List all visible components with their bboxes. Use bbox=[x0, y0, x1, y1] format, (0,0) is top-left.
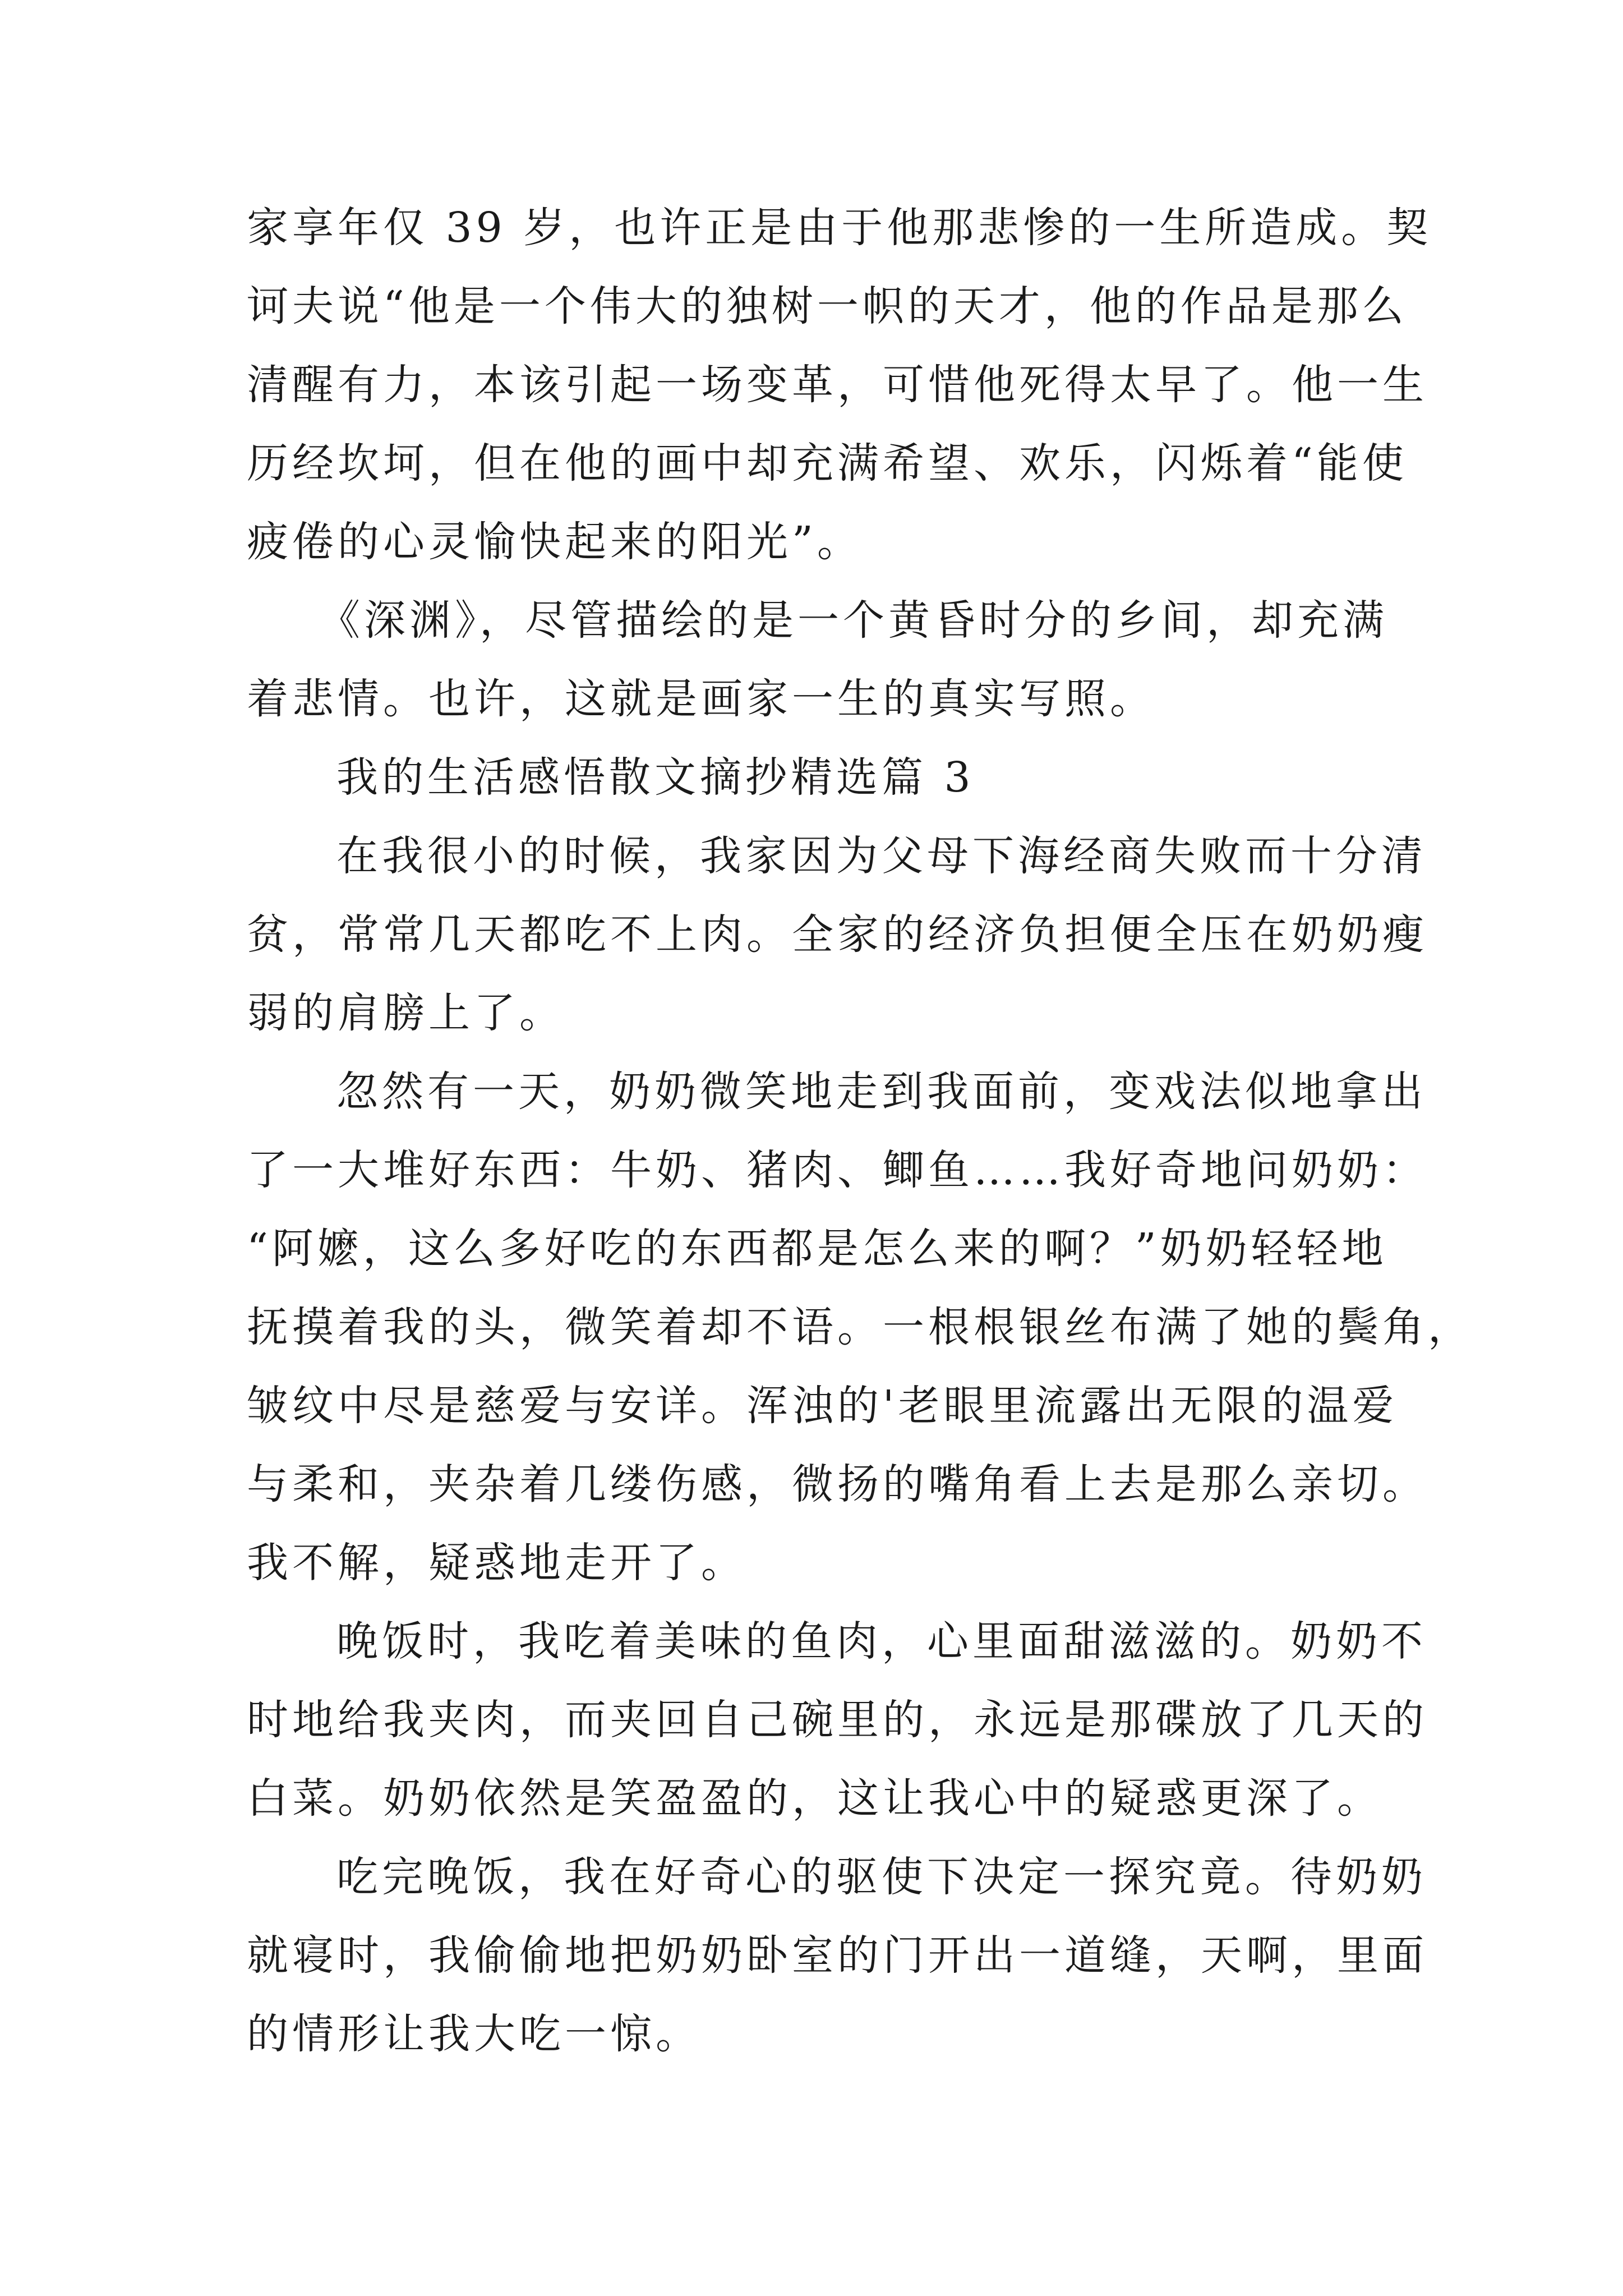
text-line: 就寝时，我偷偷地把奶奶卧室的门开出一道缝，天啊，里面 bbox=[247, 1931, 1428, 1980]
text-line: 了一大堆好东西：牛奶、猪肉、鲫鱼……我好奇地问奶奶： bbox=[247, 1146, 1428, 1194]
text-line: 弱的肩膀上了。 bbox=[247, 989, 565, 1037]
text-line: 皱纹中尽是慈爱与安详。浑浊的'老眼里流露出无限的温爱 bbox=[247, 1382, 1398, 1430]
text-line: 忽然有一天，奶奶微笑地走到我面前，变戏法似地拿出 bbox=[336, 1068, 1427, 1116]
text-line: 清醒有力，本该引起一场变革，可惜他死得太早了。他一生 bbox=[247, 361, 1428, 409]
text-line: 白菜。奶奶依然是笑盈盈的，这让我心中的疑惑更深了。 bbox=[247, 1774, 1382, 1823]
text-line: 家享年仅 39 岁，也许正是由于他那悲惨的一生所造成。契 bbox=[247, 204, 1432, 252]
text-line: 诃夫说“他是一个伟大的独树一帜的天才，他的作品是那么 bbox=[247, 282, 1408, 330]
text-line: 我不解，疑惑地走开了。 bbox=[247, 1539, 746, 1587]
text-line: “阿嬷，这么多好吃的东西都是怎么来的啊？”奶奶轻轻地 bbox=[247, 1225, 1387, 1273]
text-line: 与柔和，夹杂着几缕伤感，微扬的嘴角看上去是那么亲切。 bbox=[247, 1460, 1428, 1508]
text-line: 时地给我夹肉，而夹回自己碗里的，永远是那碟放了几天的 bbox=[247, 1696, 1428, 1744]
text-line: 吃完晚饭，我在好奇心的驱使下决定一探究竟。待奶奶 bbox=[336, 1853, 1427, 1901]
text-line: 在我很小的时候，我家因为父母下海经商失败而十分清 bbox=[336, 832, 1427, 880]
text-line: 历经坎坷，但在他的画中却充满希望、欢乐，闪烁着“能使 bbox=[247, 439, 1408, 487]
text-line: 疲倦的心灵愉快起来的阳光”。 bbox=[247, 518, 863, 566]
text-line: 抚摸着我的头，微笑着却不语。一根根银丝布满了她的鬓角， bbox=[247, 1303, 1473, 1351]
text-line: 《深渊》，尽管描绘的是一个黄昏时分的乡间，却充满 bbox=[319, 596, 1388, 645]
text-line: 贫，常常几天都吃不上肉。全家的经济负担便全压在奶奶瘦 bbox=[247, 910, 1428, 959]
text-line: 晚饭时，我吃着美味的鱼肉，心里面甜滋滋的。奶奶不 bbox=[336, 1617, 1427, 1665]
section-heading: 我的生活感悟散文摘抄精选篇 3 bbox=[336, 753, 975, 802]
text-line: 的情形让我大吃一惊。 bbox=[247, 2010, 701, 2058]
text-line: 着悲情。也许，这就是画家一生的真实写照。 bbox=[247, 675, 1155, 723]
